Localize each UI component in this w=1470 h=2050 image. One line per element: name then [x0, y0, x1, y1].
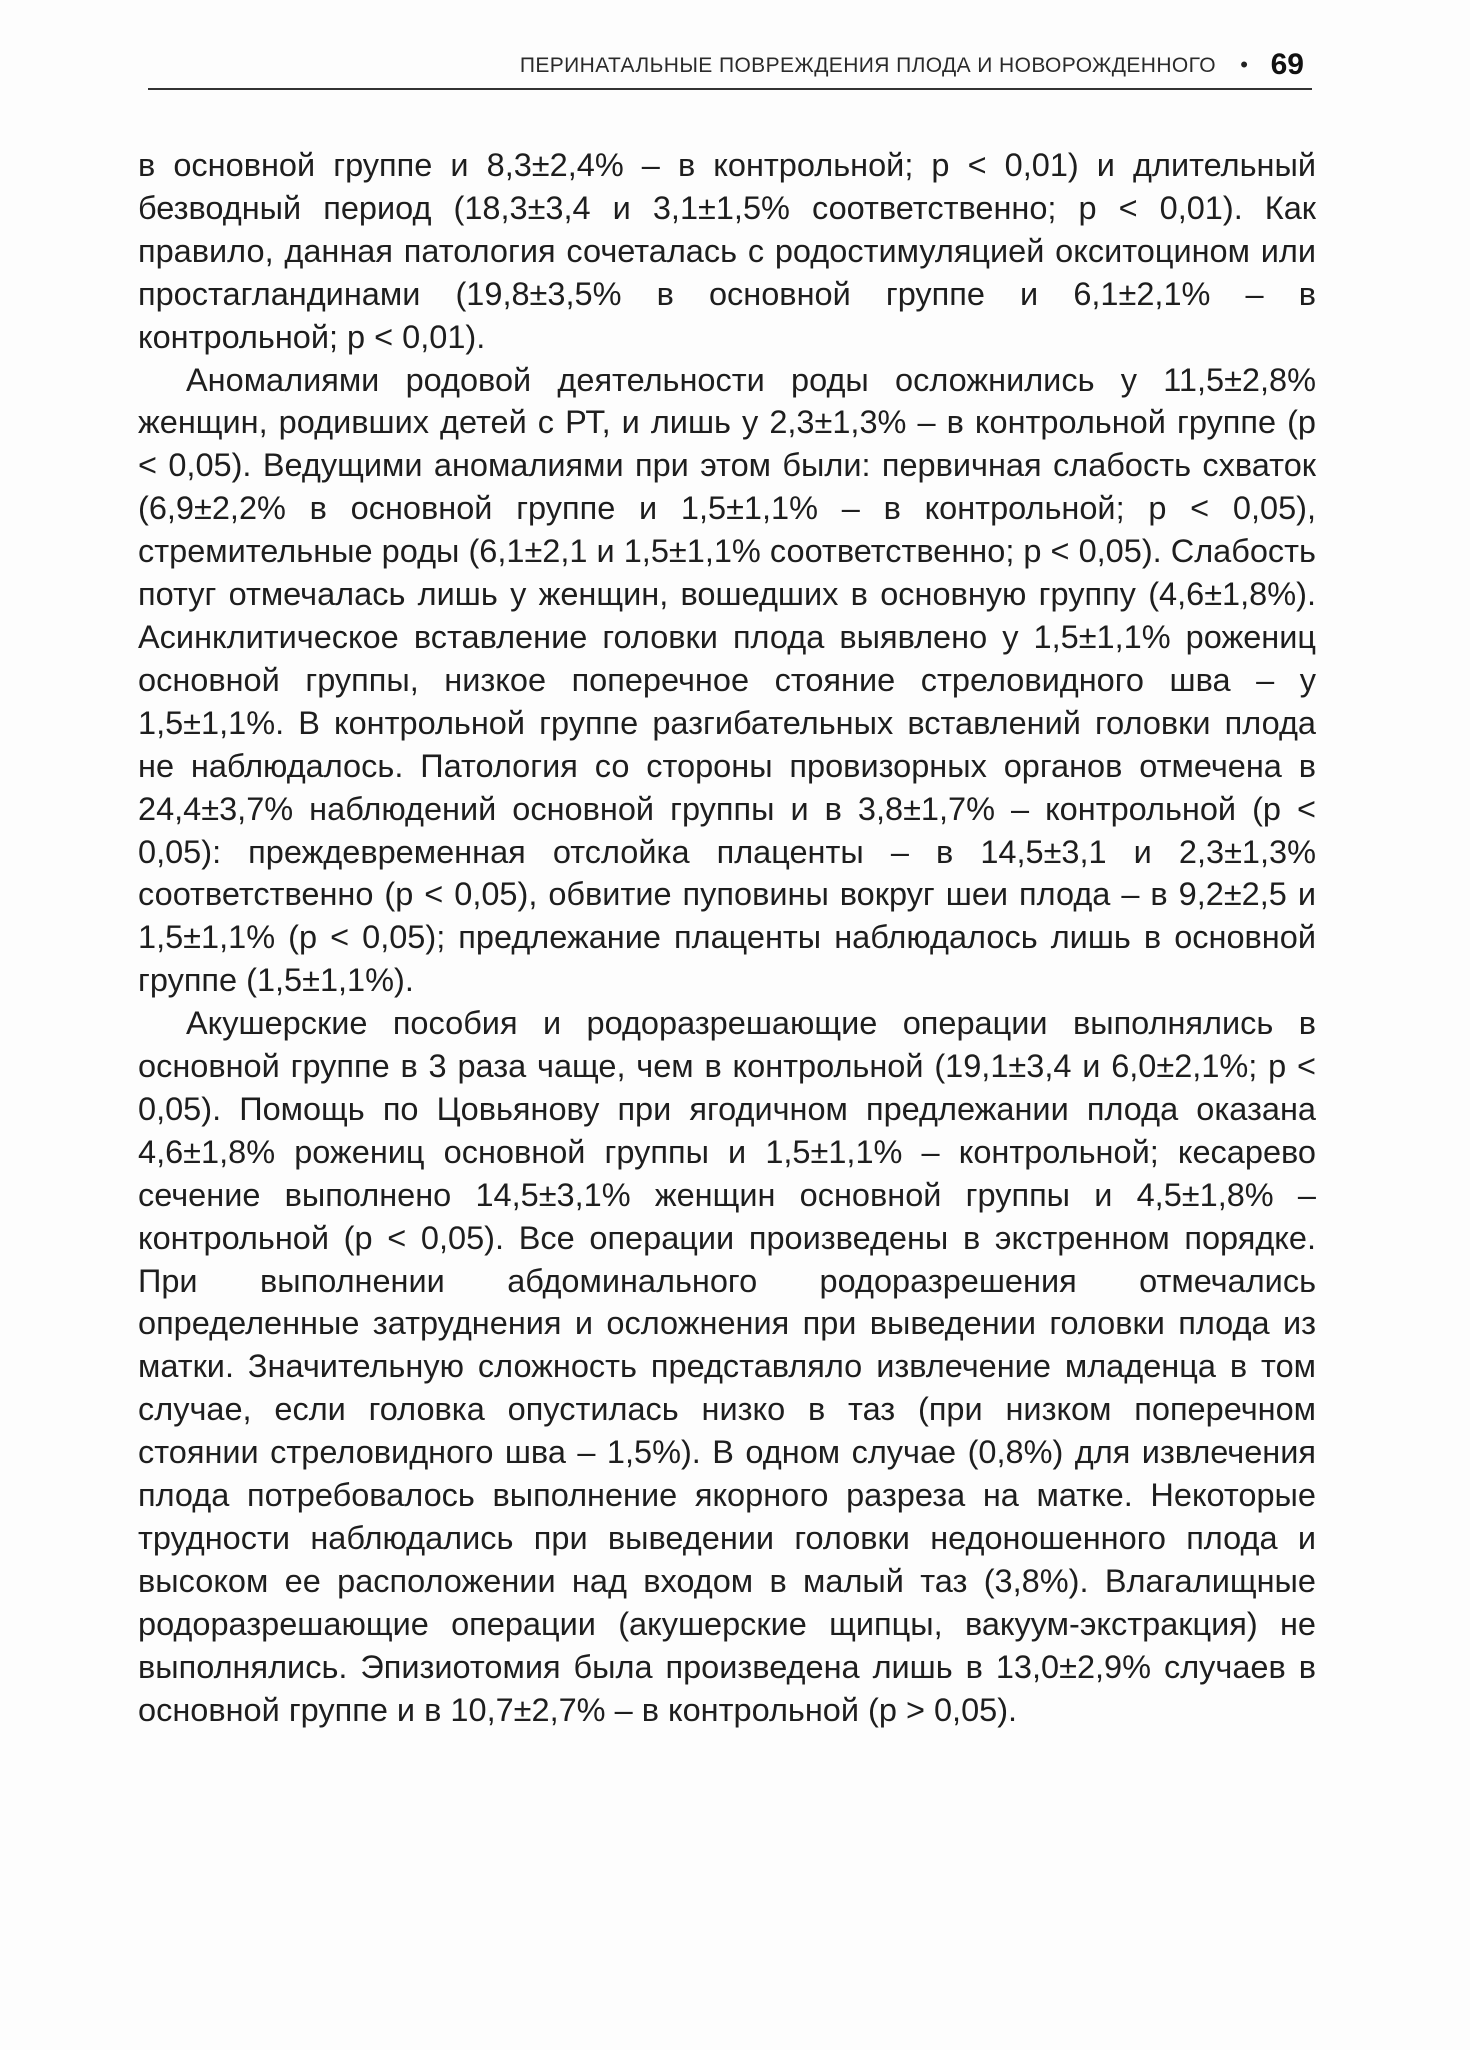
- running-header: [140, 48, 1312, 88]
- paragraph-labor-anomalies: Аномалиями родовой деятельности роды осложнились у 11,5±2,8% женщин, родивших детей с РТ, и лишь у 2,3±1,3% – в контрольной группе (p < 0,05). Ведущими аномалиями при этом были: первичная слабость схваток (6,9±2,2% в основной группе и 1,5±1,1% – в контрольной; p < 0,05), стремительные роды (6,1±2,1 и 1,5±1,1% соответственно; p < 0,05). Слабость потуг отмечалась лишь у женщин, вошедших в основную группу (4,6±1,8%). Асинклитическое вставление головки плода выявлено у 1,5±1,1% рожениц основной группы, низкое поперечное стояние стреловидного шва – у 1,5±1,1%. В контрольной группе разгибательных вставлений головки плода не наблюдалось. Патология со стороны провизорных органов отмечена в 24,4±3,7% наблюдений основной группы и в 3,8±1,7% – контрольной (p < 0,05): преждевременная отслойка плаценты – в 14,5±3,1 и 2,3±1,3% соответственно (p < 0,05), обвитие пуповины вокруг шеи плода – в 9,2±2,5 и 1,5±1,1% (p < 0,05); предлежание плаценты наблюдалось лишь в основной группе (1,5±1,1%).: [138, 361, 1316, 999]
- running-title: ПЕРИНАТАЛЬНЫЕ ПОВРЕЖДЕНИЯ ПЛОДА И НОВОРОЖДЕННОГО: [519, 54, 1216, 77]
- header-bullet: •: [1240, 52, 1248, 77]
- header-rule: [148, 88, 1312, 90]
- paragraph-obstetric-operations: Акушерские пособия и родоразрешающие операции выполнялись в основной группе в 3 раза чаще, чем в контрольной (19,1±3,4 и 6,0±2,1%; p < 0,05). Помощь по Цовьянову при ягодичном предлежании плода оказана 4,6±1,8% рожениц основной группы и 1,5±1,1% – контрольной; кесарево сечение выполнено 14,5±3,1% женщин основной группы и 4,5±1,8% – контрольной (p < 0,05). Все операции произведены в экстренном порядке. При выполнении абдоминального родоразрешения отмечались определенные затруднения и осложнения при выведении головки плода из матки. Значительную сложность представляло извлечение младенца в том случае, если головка опустилась низко в таз (при низком поперечном стоянии стреловидного шва – 1,5%). В одном случае (0,8%) для извлечения плода потребовалось выполнение якорного разреза на матке. Некоторые трудности наблюдались при выведении головки недоношенного плода и высоком ее расположении над входом в малый таз (3,8%). Влагалищные родоразрешающие операции (акушерские щипцы, вакуум-экстракция) не выполнялись. Эпизиотомия была произведена лишь в 13,0±2,9% случаев в основной группе и в 10,7±2,7% – в контрольной (p > 0,05).: [138, 1005, 1316, 1728]
- paragraph-continued: в основной группе и 8,3±2,4% – в контрольной; p < 0,01) и длительный безводный период (18,3±3,4 и 3,1±1,5% соответственно; p < 0,01). Как правило, данная патология сочеталась с родостимуляцией окситоцином или простагландинами (19,8±3,5% в основной группе и 6,1±2,1% – в контрольной; p < 0,01).: [138, 147, 1316, 355]
- body-text: [138, 144, 1316, 1732]
- page-number: 69: [1270, 48, 1304, 81]
